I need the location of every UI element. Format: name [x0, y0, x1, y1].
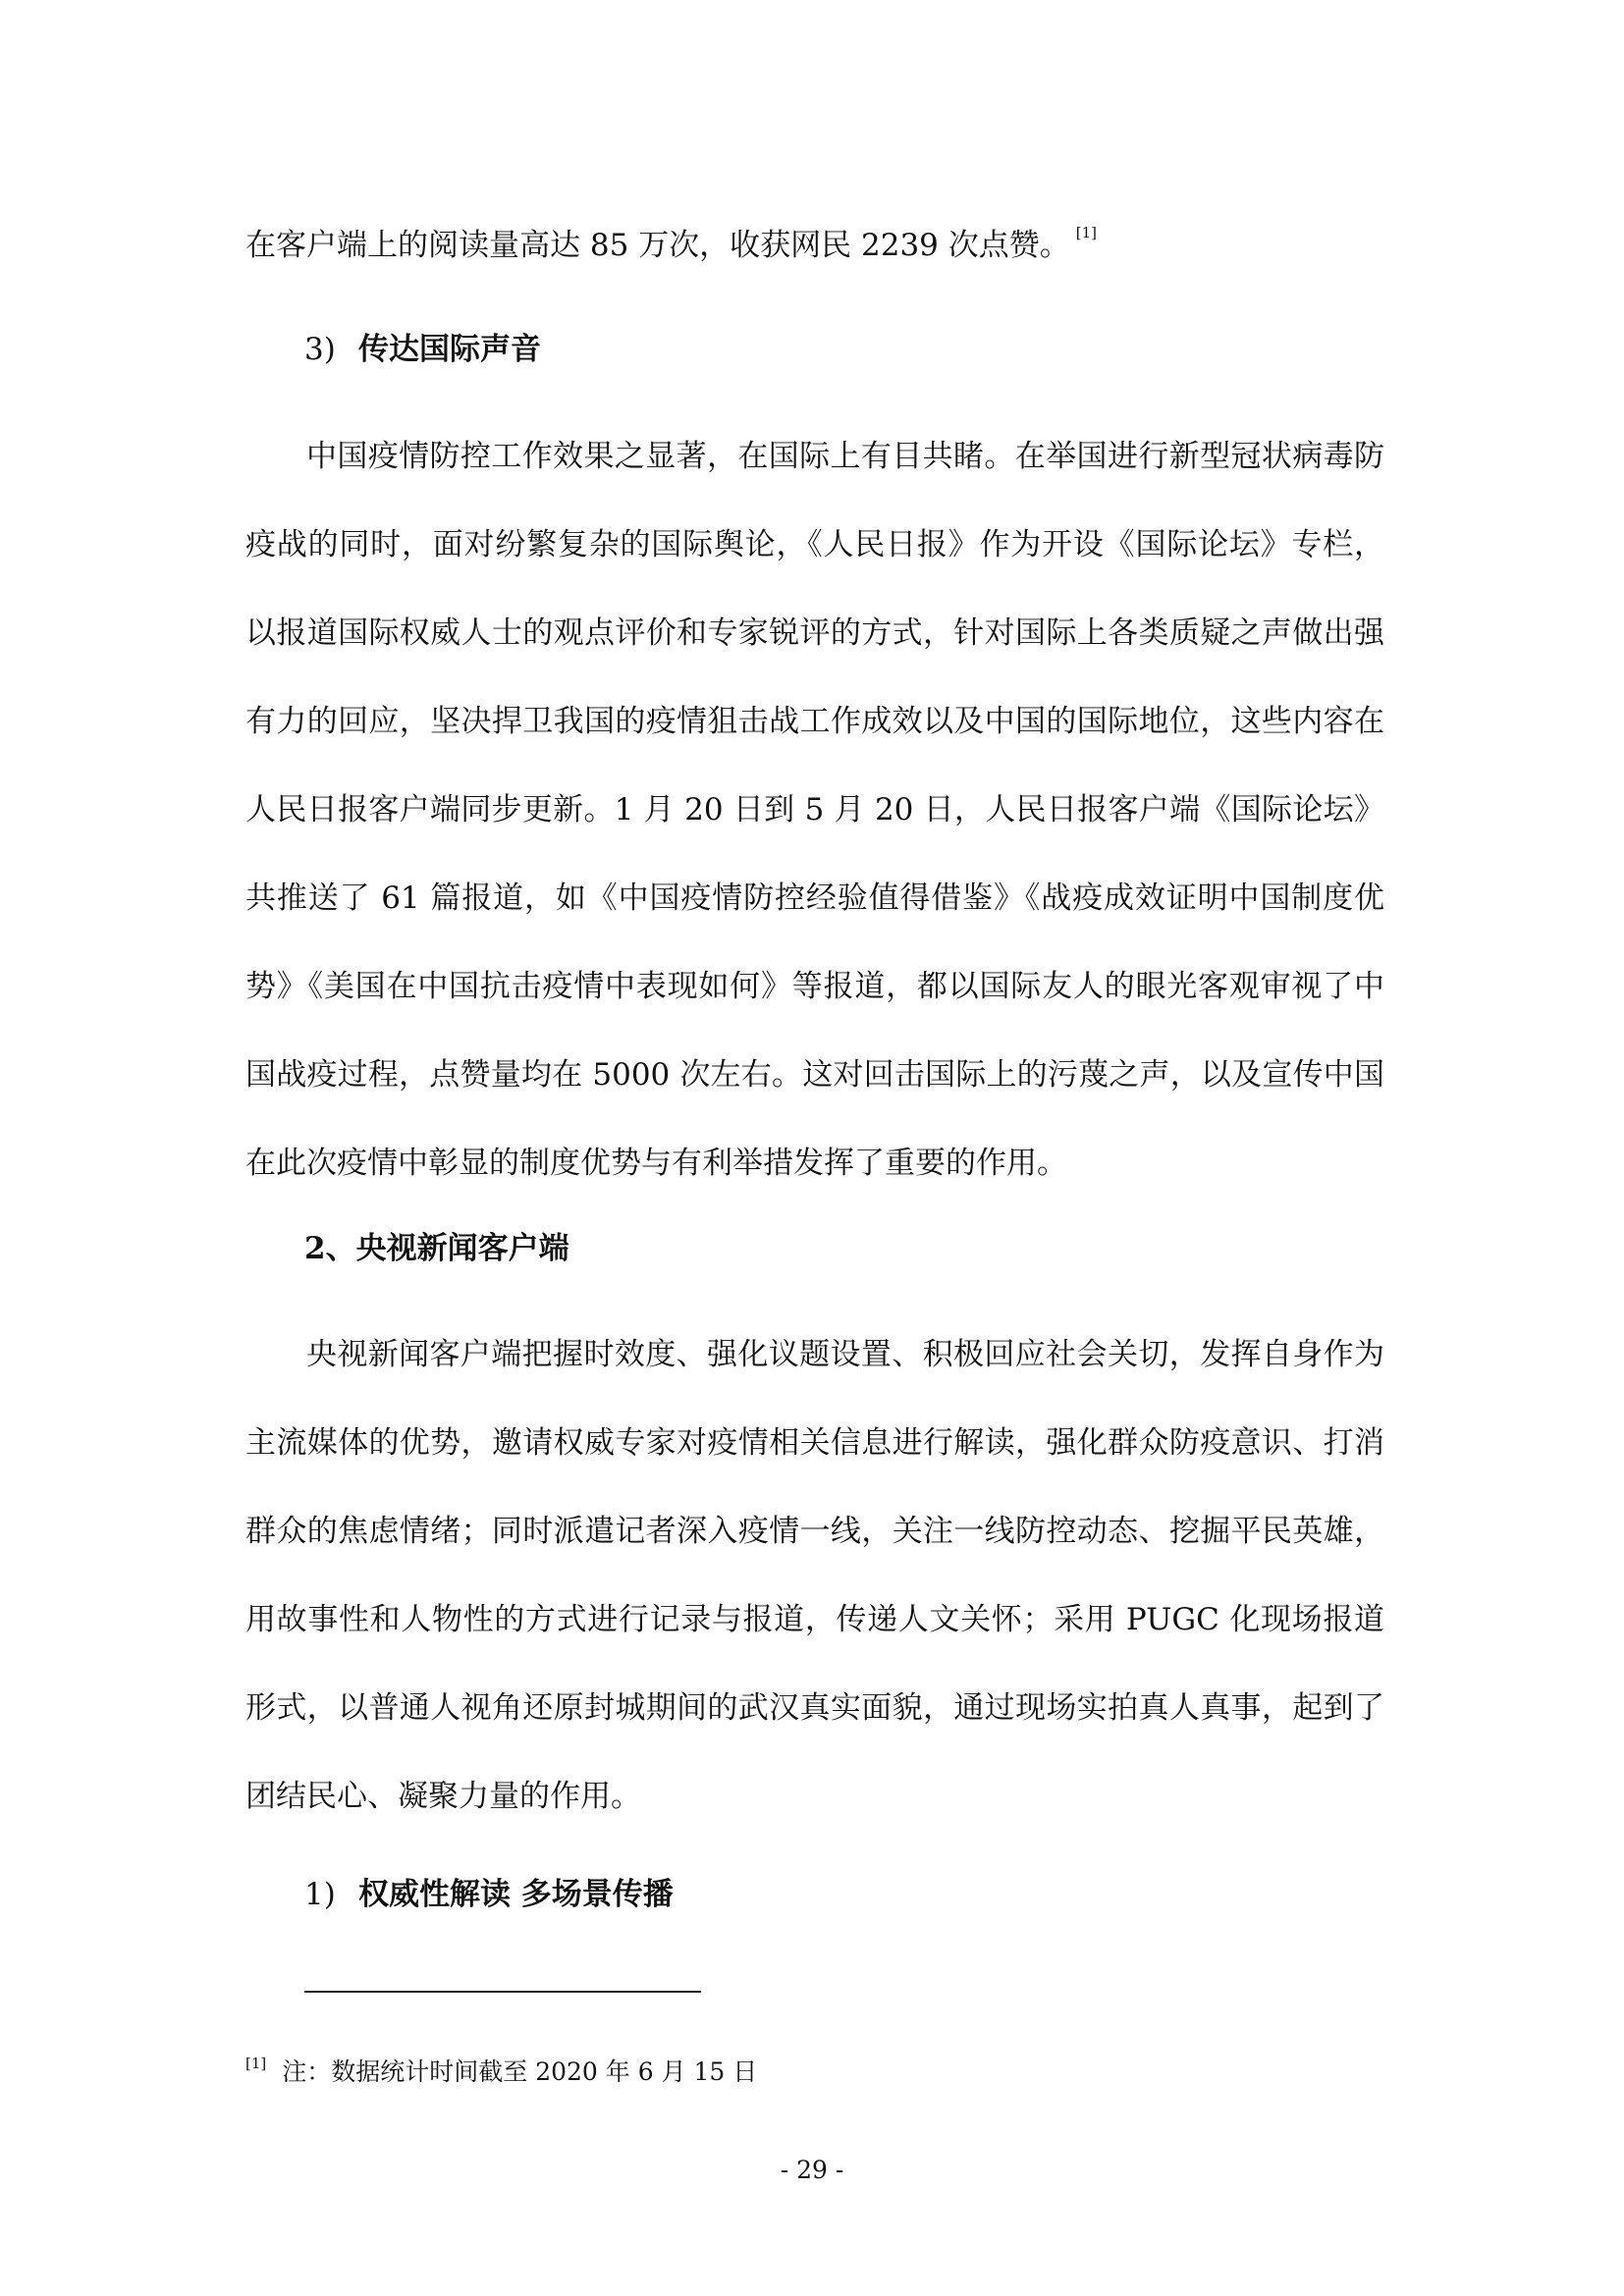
footnote [245, 2046, 757, 2090]
section-heading-1 [304, 1875, 674, 1914]
page-number: - 29 - [780, 2156, 844, 2184]
footnote-divider [304, 1991, 701, 1993]
section-title: 权威性解读 多场景传播 [358, 1877, 674, 1912]
footnote-marker: [1] [245, 2055, 267, 2072]
section-number: 1) [304, 1877, 336, 1912]
section-heading-3 [304, 330, 541, 369]
footnote-reference: [1] [1075, 224, 1098, 241]
paragraph-international: 中国疫情防控工作效果之显著，在国际上有目共睹。在举国进行新型冠状病毒防疫战的同时，面对纷繁复杂的国际舆论，《人民日报》作为开设《国际论坛》专栏，以报道国际权威人士的观点评价和专家锐评的方式，针对国际上各类质疑之声做出强有力的回应，坚决捍卫我国的疫情狙击战工作成效以及中国的国际地位，这些内容在人民日报客户端同步更新。1 月 20 日到 5 月 20 日，人民日报客户端《国际论坛》共推送了 61 篇报道，如《中国疫情防控经验值得借鉴》《战疫成效证明中国制度优势》《美国在中国抗击疫情中表现如何》等报道，都以国际友人的眼光客观审视了中国战疫过程，点赞量均在 5000 次左右。这对回击国际上的污蔑之声，以及宣传中国在此次疫情中彰显的制度优势与有利举措发挥了重要的作用。 [245, 439, 1384, 1181]
paragraph-cctv: 央视新闻客户端把握时效度、强化议题设置、积极回应社会关切，发挥自身作为主流媒体的优势，邀请权威专家对疫情相关信息进行解读，强化群众防疫意识、打消群众的焦虑情绪；同时派遣记者深入疫情一线，关注一线防控动态、挖掘平民英雄，用故事性和人物性的方式进行记录与报道，传递人文关怀；采用 PUGC 化现场报道形式，以普通人视角还原封城期间的武汉真实面貌，通过现场实拍真人真事，起到了团结民心、凝聚力量的作用。 [245, 1337, 1384, 1814]
section-title: 传达国际声音 [358, 332, 541, 367]
section-number: 3) [304, 332, 336, 367]
carryover-paragraph [245, 188, 1384, 290]
section-heading-2: 2、央视新闻客户端 [304, 1231, 569, 1266]
carryover-text: 在客户端上的阅读量高达 85 万次，收获网民 2239 次点赞。 [245, 228, 1070, 263]
footnote-text: 注：数据统计时间截至 2020 年 6 月 15 日 [282, 2057, 758, 2086]
